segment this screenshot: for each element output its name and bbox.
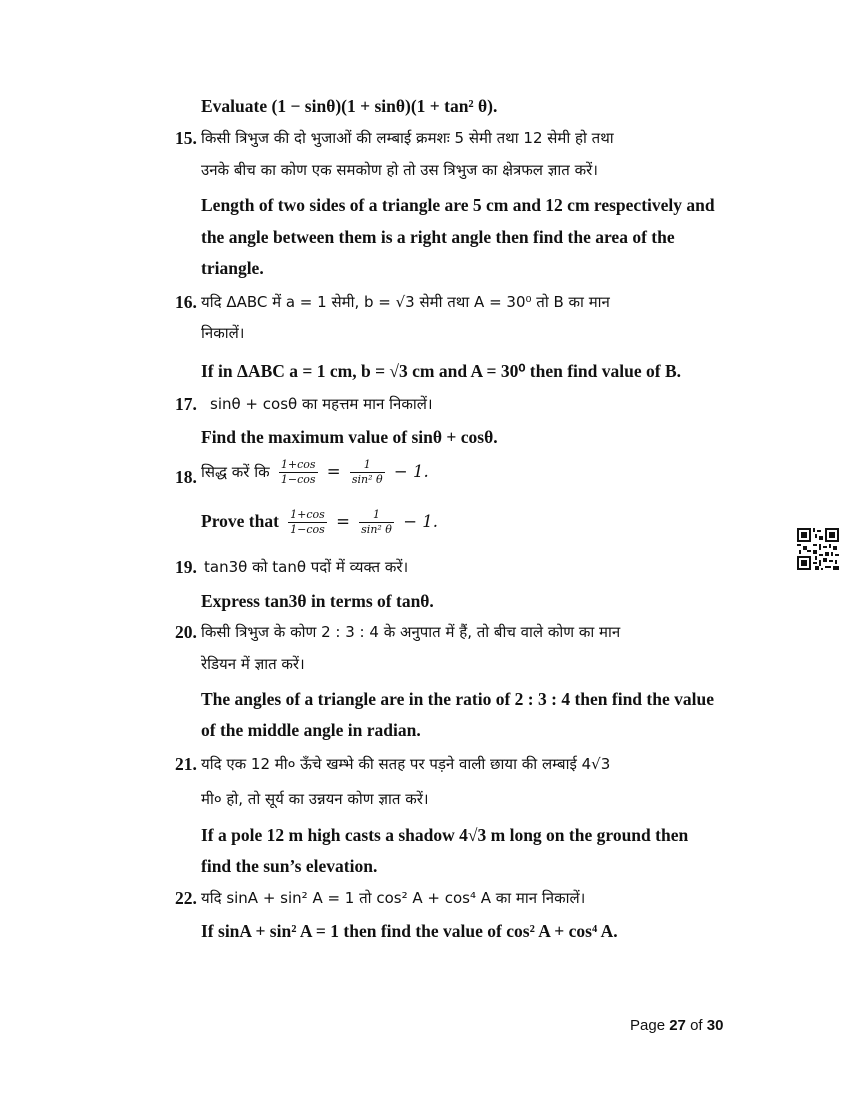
q21-hindi-line-1: यदि एक 12 मी० ऊँचे खम्भे की सतह पर पड़ने वाली छाया की लम्बाई 4√3 xyxy=(201,755,611,773)
question-number-22: 22. xyxy=(175,888,197,908)
q18-fraction-right-numerator: 1 xyxy=(350,458,385,473)
q18-fraction-left-numerator: 1+cos xyxy=(280,458,316,471)
q22-hindi-text: यदि sinA + sin² A = 1 तो cos² A + cos⁴ A का मान निकालें। xyxy=(201,889,586,907)
q21-english-line-1: If a pole 12 m high casts a shadow 4√3 m long on the ground then xyxy=(201,825,689,845)
q18-en-fraction-left-denominator: 1−cos xyxy=(290,523,325,536)
q15-hindi-line-1: किसी त्रिभुज की दो भुजाओं की लम्बाई क्रमशः 5 सेमी तथा 12 सेमी हो तथा xyxy=(201,129,614,147)
q15-english-line-3: triangle. xyxy=(201,258,264,278)
question-number-15: 15. xyxy=(175,128,197,148)
q20-hindi-line-2: रेडियन में ज्ञात करें। xyxy=(201,655,305,673)
q16-english-text: If in ΔABC a = 1 cm, b = √3 cm and A = 30⁰ then find value of B. xyxy=(201,361,681,381)
q18-hindi-prefix: सिद्ध करें कि xyxy=(201,463,270,481)
page-footer xyxy=(630,1017,723,1034)
q16-hindi-line-1: यदि ΔABC में a = 1 सेमी, b = √3 सेमी तथा A = 30⁰ तो B का मान xyxy=(201,293,610,311)
question-number-20: 20. xyxy=(175,622,197,642)
q18-fraction-left xyxy=(279,458,318,487)
question-number-16: 16. xyxy=(175,292,197,312)
q18-english-prefix: Prove that xyxy=(201,511,279,531)
q22-english-text: If sinA + sin² A = 1 then find the value of cos² A + cos⁴ A. xyxy=(201,921,618,941)
q18-en-fraction-left xyxy=(288,508,327,537)
q21-english-line-2: find the sun’s elevation. xyxy=(201,856,378,876)
question-number-21: 21. xyxy=(175,754,197,774)
q18-fraction-right xyxy=(350,458,385,487)
q21-hindi-line-2: मी० हो, तो सूर्य का उन्नयन कोण ज्ञात करें। xyxy=(201,790,429,808)
q15-english-line-2: the angle between them is a right angle then find the area of the xyxy=(201,227,675,247)
q18-fraction-right-denominator: sin² θ xyxy=(351,473,383,486)
page-number: 27 xyxy=(669,1017,686,1034)
q18-en-fraction-right-numerator: 1 xyxy=(359,508,394,523)
qr-code-icon xyxy=(797,528,839,570)
page-total: 30 xyxy=(706,1017,724,1034)
of-word: of xyxy=(690,1017,703,1034)
q18-tail: − 1. xyxy=(393,462,429,481)
q15-english-line-1: Length of two sides of a triangle are 5 cm and 12 cm respectively and xyxy=(201,195,715,215)
q18-en-fraction-left-numerator: 1+cos xyxy=(290,508,325,521)
question-number-18: 18. xyxy=(175,467,197,487)
q14-english-text: Evaluate (1 − sinθ)(1 + sinθ)(1 + tan² θ). xyxy=(201,96,498,116)
question-number-17: 17. xyxy=(175,394,197,414)
q19-english-text: Express tan3θ in terms of tanθ. xyxy=(201,591,434,611)
q18-en-fraction-right xyxy=(359,508,394,537)
q19-hindi-text: tan3θ को tanθ पदों में व्यक्त करें। xyxy=(204,558,409,576)
q18-english-statement xyxy=(201,508,438,537)
q20-english-line-2: of the middle angle in radian. xyxy=(201,720,421,740)
q16-hindi-line-2: निकालें। xyxy=(201,324,245,342)
q17-english-text: Find the maximum value of sinθ + cosθ. xyxy=(201,427,498,447)
q18-fraction-left-denominator: 1−cos xyxy=(280,473,316,486)
q20-english-line-1: The angles of a triangle are in the ratio of 2 : 3 : 4 then find the value xyxy=(201,689,714,709)
q20-hindi-line-1: किसी त्रिभुज के कोण 2 : 3 : 4 के अनुपात में हैं, तो बीच वाले कोण का मान xyxy=(201,623,621,641)
q18-en-equals-sign: = xyxy=(336,512,350,531)
q18-en-tail: − 1. xyxy=(403,512,439,531)
q18-hindi-statement xyxy=(201,458,429,487)
q15-hindi-line-2: उनके बीच का कोण एक समकोण हो तो उस त्रिभुज का क्षेत्रफल ज्ञात करें। xyxy=(201,161,598,179)
q18-equals-sign: = xyxy=(326,462,341,481)
question-number-19: 19. xyxy=(175,557,197,577)
q18-en-fraction-right-denominator: sin² θ xyxy=(361,523,392,536)
q17-hindi-text: sinθ + cosθ का महत्तम मान निकालें। xyxy=(210,395,433,413)
page-word: Page xyxy=(630,1017,666,1034)
